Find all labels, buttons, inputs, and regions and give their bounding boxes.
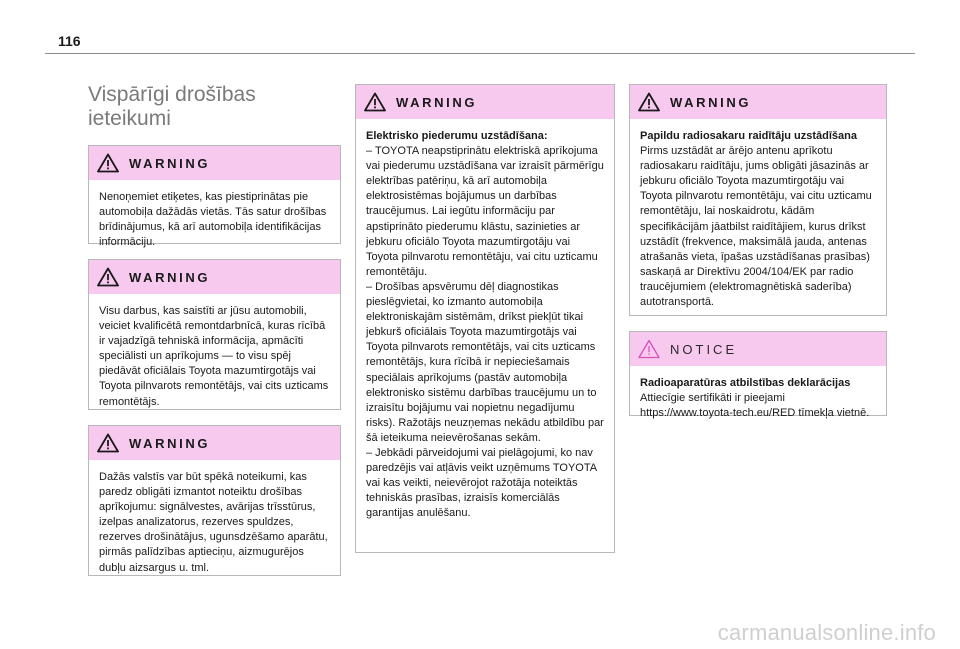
warning-label: WARNING	[670, 94, 752, 110]
warning-label: WARNING	[396, 94, 478, 110]
warning-text	[89, 460, 340, 584]
warning-box-service	[88, 259, 341, 410]
warning-triangle-icon	[638, 92, 660, 112]
warning-paragraph: Dažās valstīs var būt spēkā noteikumi, kas paredz obligāti izmantot noteiktu drošības aprīkojumu: signālvestes, avārijas trīsstūrus, izelpas analizatorus, rezerves spuldzes, rezerves drošinātājus, ugunsdzēšamo aparātu, pirmās palīdzības aptieciņu, aizmugurējos dubļu aizsargus u. tml.	[99, 471, 328, 574]
warning-box-labels	[88, 145, 341, 249]
warning-text	[89, 294, 340, 418]
warning-header	[356, 85, 614, 119]
notice-header	[630, 332, 886, 366]
warning-paragraph: – Jebkādi pārveidojumi vai pielāgojumi, ko nav paredzējis vai atļāvis veikt uzņēmums TOYOTA vai kas veikti, neievērojot ražotāja noteiktās tehniskās prasības, izraisīs komerciālās garantijas anulēšanu.	[366, 446, 597, 520]
warning-box-equipment	[88, 425, 341, 576]
warning-lead: Elektrisko piederumu uzstādīšana:	[366, 130, 548, 142]
warning-label: WARNING	[129, 435, 211, 451]
warning-triangle-icon	[364, 92, 386, 112]
page-number: 116	[58, 33, 81, 49]
warning-paragraph: Pirms uzstādāt ar ārējo antenu aprīkotu radiosakaru raidītāju, jums obligāti jāsazinās ar jebkuru oficiālo Toyota mazumtirgotāju vai Toyota pilnvarotu remontētāju, vai citu uzticamu remontētāju, lai noskaidrotu, kādām specifikācijām jāatbilst raidītājiem, kurus drīkst uzstādīt (frekvence, maksimālā jauda, antenas atrašanās vieta, īpašas uzstādīšanas prasības) saskaņā ar Direktīvu 2004/104/EK par radio traucējumiem (elektromagnētiskā saderība) autotransportā.	[640, 145, 872, 309]
warning-paragraph: – TOYOTA neapstiprinātu elektriskā aprīkojuma vai piederumu uzstādīšana var izraisīt pārmērīgu elektrības patēriņu, kā arī automobiļa elektrosistēmas bojājumus un darbības traucējumus. Lai iegūtu informāciju par apstiprināto piederumu klāstu, sazinieties ar jebkuru oficiālo Toyota mazumtirgotāju vai Toyota pilnvarotu remontētāju, vai citu uzticamu remontētāju.	[366, 145, 604, 278]
notice-label: NOTICE	[670, 341, 738, 357]
section-title: Vispārīgi drošības ieteikumi	[88, 83, 256, 130]
notice-text	[630, 366, 886, 429]
warning-triangle-icon	[97, 153, 119, 173]
warning-label: WARNING	[129, 269, 211, 285]
warning-header	[630, 85, 886, 119]
warning-triangle-icon	[97, 433, 119, 453]
watermark: carmanualsonline.info	[717, 620, 936, 645]
warning-text	[630, 119, 886, 318]
warning-box-electrical	[355, 84, 615, 553]
warning-header	[89, 260, 340, 294]
warning-text	[89, 180, 340, 258]
warning-label: WARNING	[129, 155, 211, 171]
warning-triangle-icon	[97, 267, 119, 287]
header-divider	[45, 53, 915, 54]
notice-box-declaration	[629, 331, 887, 420]
warning-header	[89, 426, 340, 460]
notice-paragraph: Attiecīgie sertifikāti ir pieejami https://www.toyota-tech.eu/RED tīmekļa vietnē.	[640, 392, 870, 420]
warning-header	[89, 146, 340, 180]
notice-triangle-icon	[638, 339, 660, 359]
warning-box-radio	[629, 84, 887, 316]
notice-lead: Radioaparatūras atbilstības deklarācijas	[640, 377, 851, 389]
warning-paragraph: Nenoņemiet etiķetes, kas piestiprinātas pie automobiļa dažādās vietās. Tās satur drošības brīdinājumus, kā arī automobiļa identifikācijas informāciju.	[99, 191, 327, 249]
warning-paragraph: Visu darbus, kas saistīti ar jūsu automobili, veiciet kvalificētā remontdarbnīcā, kuras rīcībā ir vajadzīgā tehniskā informācija, apmācīti speciālisti un aprīkojums — to visu spēj piedāvāt oficiālais Toyota mazumtirgotājs vai Toyota pilnvarots remontētājs, vai cits uzticams remontētājs.	[99, 305, 329, 408]
warning-text	[356, 119, 614, 529]
warning-lead: Papildu radiosakaru raidītāju uzstādīšana	[640, 130, 858, 142]
warning-paragraph: – Drošības apsvērumu dēļ diagnostikas pieslēgvietai, ko izmanto automobiļa elektroniskajām sistēmām, drīkst piekļūt tikai jebkurš oficiālais Toyota mazumtirgotājs vai Toyota pilnvarots remontētājs, vai cits uzticams remontētājs, kura rīcībā ir nepieciešamais speciālais aprīkojums (pastāv automobiļa elektronisko sistēmu darbības traucējumu un to izraisītu bojājumu vai nopietnu negadījumu risks). Ražotājs neuzņemas nekādu atbildību par šā ieteikuma neievērošanas sekām.	[366, 280, 604, 444]
